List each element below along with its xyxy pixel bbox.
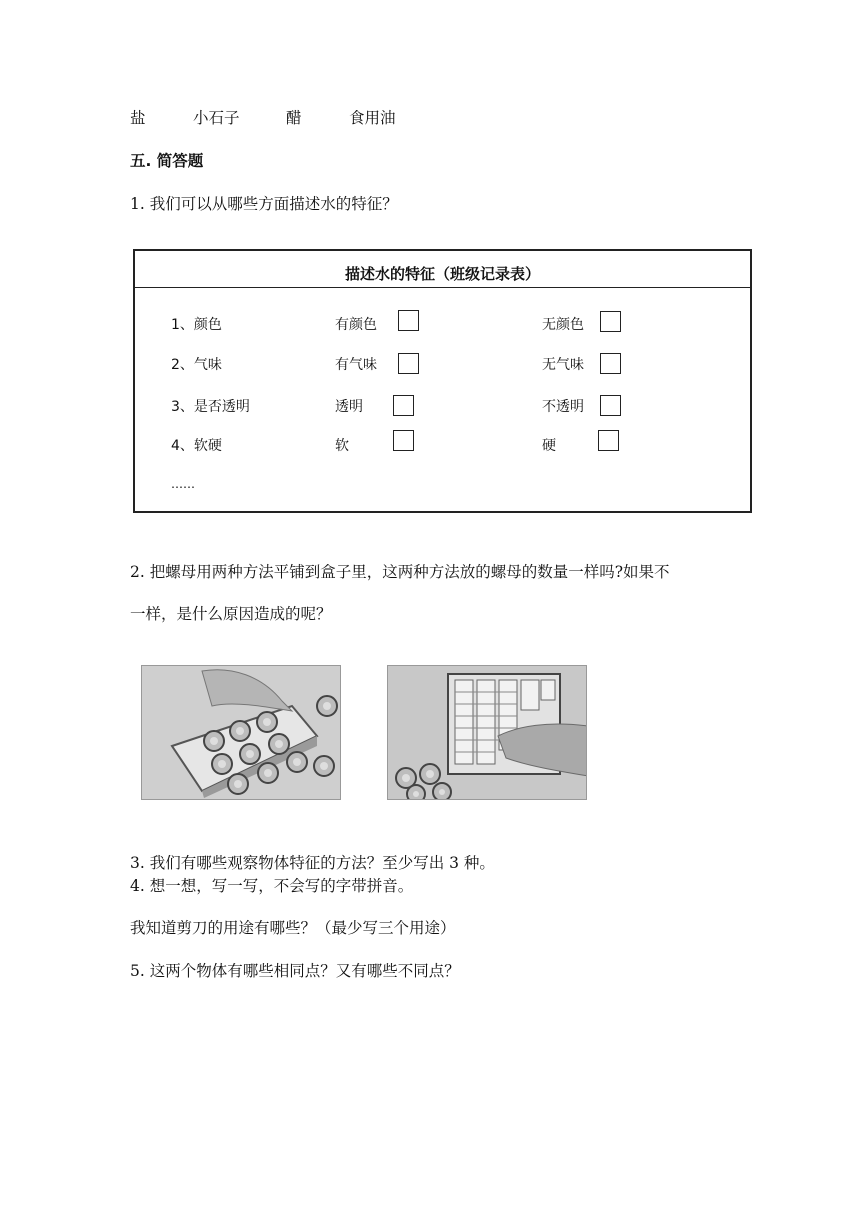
question-1: 1. 我们可以从哪些方面描述水的特征？ [130, 195, 398, 213]
row-label: 4、软硬 [171, 438, 222, 454]
question-3: 3. 我们有哪些观察物体特征的方法？至少写出 3 种。 [130, 854, 495, 872]
photo-nuts-stacked [387, 665, 587, 800]
checkbox-hard[interactable] [598, 430, 619, 451]
question-2-line-2: 一样，是什么原因造成的呢？ [130, 605, 332, 623]
option-b-label: 无气味 [542, 357, 584, 373]
nuts-flat-illustration [142, 666, 341, 800]
water-features-table [133, 249, 752, 513]
checkbox-transparent[interactable] [393, 395, 414, 416]
option-salt: 盐 [130, 109, 146, 127]
table-ellipsis: …… [171, 477, 195, 491]
row-label: 2、气味 [171, 357, 222, 373]
checkbox-has-color[interactable] [398, 310, 419, 331]
row-label: 3、是否透明 [171, 399, 250, 415]
option-a-label: 有气味 [335, 357, 377, 373]
option-b-label: 硬 [542, 438, 556, 454]
row-label: 1、颜色 [171, 317, 222, 333]
option-b-label: 不透明 [542, 399, 584, 415]
question-4-subprompt: 我知道剪刀的用途有哪些？（最少写三个用途） [130, 919, 456, 937]
checkbox-no-smell[interactable] [600, 353, 621, 374]
option-a-label: 软 [335, 438, 349, 454]
table-title: 描述水的特征（班级记录表） [135, 251, 750, 288]
option-oil: 食用油 [349, 109, 396, 127]
checkbox-soft[interactable] [393, 430, 414, 451]
option-vinegar: 醋 [286, 109, 302, 127]
option-b-label: 无颜色 [542, 317, 584, 333]
section-title: 五. 简答题 [130, 152, 204, 170]
nuts-stacked-illustration [388, 666, 587, 800]
option-a-label: 透明 [335, 399, 363, 415]
question-4: 4. 想一想，写一写，不会写的字带拼音。 [130, 877, 414, 895]
checkbox-has-smell[interactable] [398, 353, 419, 374]
option-a-label: 有颜色 [335, 317, 377, 333]
option-pebble: 小石子 [193, 109, 240, 127]
photo-nuts-flat [141, 665, 341, 800]
checkbox-opaque[interactable] [600, 395, 621, 416]
checkbox-no-color[interactable] [600, 311, 621, 332]
question-5: 5. 这两个物体有哪些相同点？又有哪些不同点？ [130, 962, 460, 980]
question-2-line-1: 2. 把螺母用两种方法平铺到盒子里，这两种方法放的螺母的数量一样吗?如果不 [130, 563, 670, 581]
